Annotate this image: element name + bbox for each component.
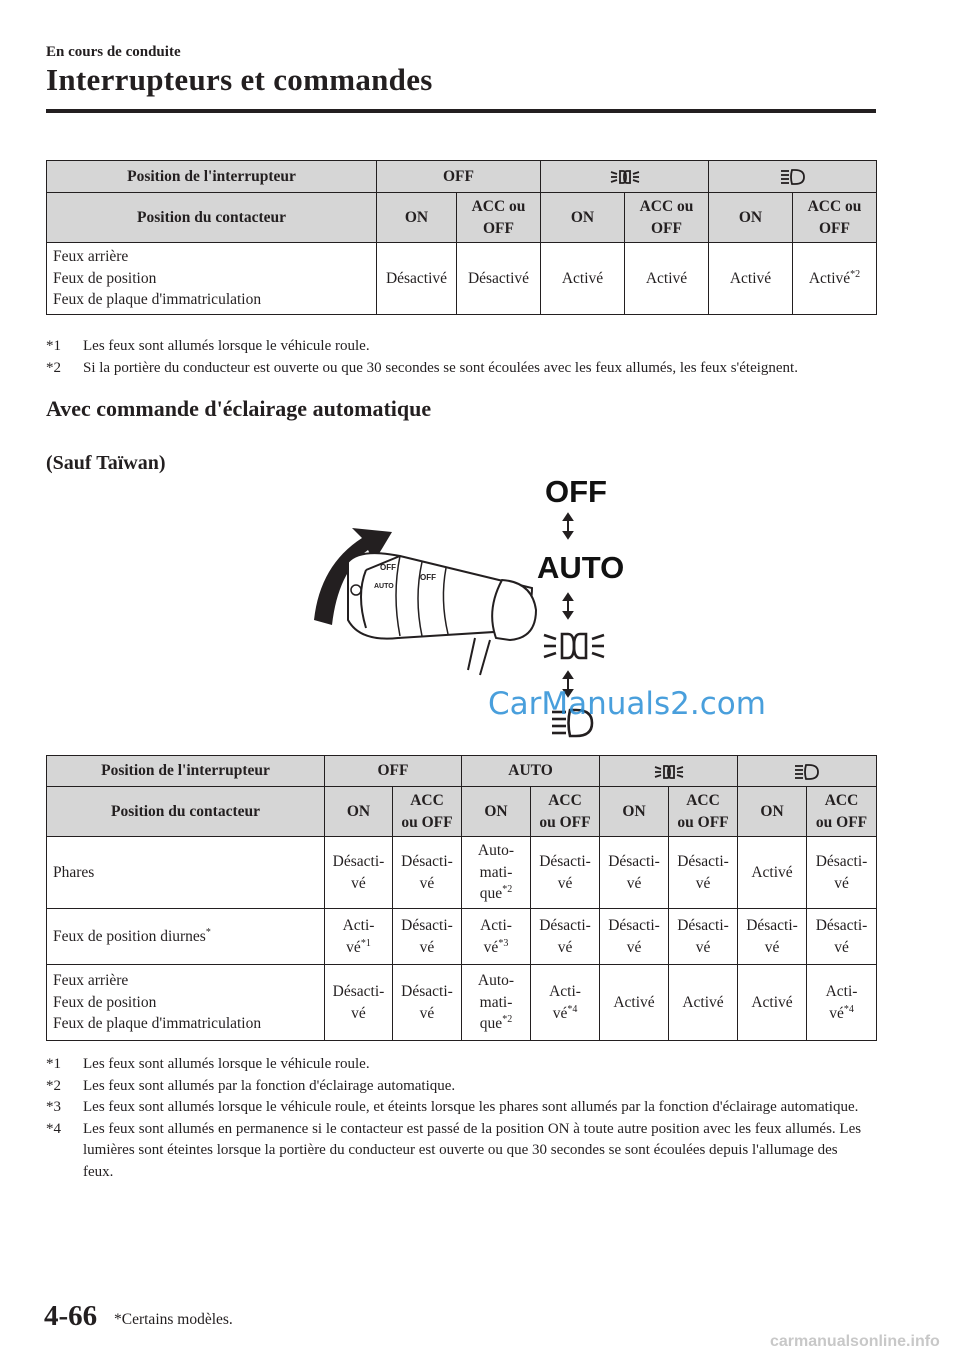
note-item: *1 Les feux sont allumés lorsque le véhicule roule. xyxy=(46,1056,370,1072)
table-row xyxy=(47,161,877,193)
table-row xyxy=(47,243,877,315)
table-row xyxy=(47,909,877,965)
cell-value: Désacti- vé xyxy=(393,909,462,965)
cell-value: Désacti- vé xyxy=(325,965,393,1041)
site-watermark: carmanualsonline.info xyxy=(770,1333,940,1350)
row-label-daytime-running-lights: Feux de position diurnes* xyxy=(47,909,325,965)
ignition-on: ON xyxy=(541,193,625,243)
header-switch-position: Position de l'interrupteur xyxy=(47,756,325,787)
cell-value: Désacti- vé xyxy=(738,909,807,965)
ignition-on: ON xyxy=(738,787,807,837)
notes-table1 xyxy=(46,336,866,379)
heading-auto-light-control: Avec commande d'éclairage automatique xyxy=(46,396,432,421)
ignition-acc-off: ACC ou OFF xyxy=(793,193,877,243)
figure-label-off: OFF xyxy=(545,474,607,509)
cell-value: Acti- $vé^{*4}$ xyxy=(531,965,600,1041)
note-item: *4 Les feux sont allumés en permanence si le contacteur est passé de la position ON à toute autre position avec les feux allumés. Les lumières sont éteintes lorsque la portière du conducteur est ouverte ou que 30 secondes se sont écoulées depuis l'allumage des feux. xyxy=(46,1120,862,1180)
svg-text:OFF: OFF xyxy=(380,563,396,572)
lever-up-down-arrow-icon xyxy=(564,514,572,696)
cell-value: Activé xyxy=(738,965,807,1041)
note-item: *3 Les feux sont allumés lorsque le véhicule roule, et éteints lorsque les phares sont allumés par la fonction d'éclairage automatique. xyxy=(46,1099,859,1115)
table-row xyxy=(47,965,877,1041)
cell-value: Activé xyxy=(541,243,625,315)
cell-value: Désacti- vé xyxy=(600,909,669,965)
footnote-some-models: *Certains modèles. xyxy=(114,1311,233,1328)
row-label-rear-lights: Feux arrière Feux de position Feux de plaque d'immatriculation xyxy=(47,243,377,315)
cell-value: Acti- $vé^{*3}$ xyxy=(462,909,531,965)
parking-lamp-icon xyxy=(610,168,640,186)
header-headlight xyxy=(738,756,877,787)
table-without-auto xyxy=(46,160,877,315)
title-rule xyxy=(46,109,876,113)
ignition-on: ON xyxy=(709,193,793,243)
cell-value: Désacti- vé xyxy=(531,909,600,965)
header-switch-position: Position de l'interrupteur xyxy=(47,161,377,193)
ignition-acc-off: ACC ou OFF xyxy=(669,787,738,837)
cell-value: Activé xyxy=(709,243,793,315)
svg-text:OFF: OFF xyxy=(420,573,436,582)
header-ignition-position: Position du contacteur xyxy=(47,787,325,837)
cell-value: Désacti- vé xyxy=(393,965,462,1041)
note-item: *2 Si la portière du conducteur est ouverte ou que 30 secondes se sont écoulées avec les feux allumés, les feux s'éteignent. xyxy=(46,359,798,376)
header-off: OFF xyxy=(377,161,541,193)
headlight-icon xyxy=(778,168,808,186)
header-headlight xyxy=(709,161,877,193)
ignition-acc-off: ACC ou OFF xyxy=(625,193,709,243)
header-ignition-position: Position du contacteur xyxy=(47,193,377,243)
cell-value: Activé xyxy=(600,965,669,1041)
cell-value: Activé xyxy=(669,965,738,1041)
table-row xyxy=(47,837,877,909)
ignition-acc-off: ACC ou OFF xyxy=(531,787,600,837)
ignition-on: ON xyxy=(325,787,393,837)
cell-value: Désacti- vé xyxy=(807,837,877,909)
cell-value: Auto- mati- que$^{*2}$ xyxy=(462,965,531,1041)
page-title: Interrupteurs et commandes xyxy=(46,62,433,97)
cell-value: Désacti- vé xyxy=(807,909,877,965)
table-with-auto xyxy=(46,755,877,1041)
cell-value: Désacti- vé xyxy=(669,909,738,965)
cell-value: Acti- $vé^{*1}$ xyxy=(325,909,393,965)
ignition-on: ON xyxy=(462,787,531,837)
section-label: En cours de conduite xyxy=(46,44,181,60)
cell-value: Désacti- vé xyxy=(393,837,462,909)
ignition-on: ON xyxy=(600,787,669,837)
header-parking xyxy=(541,161,709,193)
parking-lamp-icon xyxy=(654,763,684,781)
cell-value: Désacti- vé xyxy=(531,837,600,909)
row-label-rear-lights: Feux arrière Feux de position Feux de plaque d'immatriculation xyxy=(47,965,325,1041)
cell-value: Désactivé xyxy=(457,243,541,315)
cell-value: Activé xyxy=(625,243,709,315)
cell-value: Désacti- vé xyxy=(600,837,669,909)
heading-region: (Sauf Taïwan) xyxy=(46,452,166,474)
table-row xyxy=(47,756,877,787)
cell-value: Désacti- vé xyxy=(325,837,393,909)
parking-lamp-icon xyxy=(544,634,604,658)
cell-value: Auto- mati- que$^{*2}$ xyxy=(462,837,531,909)
cell-value: Activé$^{*2}$ xyxy=(793,243,877,315)
headlight-icon xyxy=(792,763,822,781)
cell-value: Désacti- vé xyxy=(669,837,738,909)
cell-value: Activé xyxy=(738,837,807,909)
cell-value: Acti- $vé^{*4}$ xyxy=(807,965,877,1041)
ignition-on: ON xyxy=(377,193,457,243)
notes-table2 xyxy=(46,1054,866,1183)
ignition-acc-off: ACC ou OFF xyxy=(393,787,462,837)
header-parking xyxy=(600,756,738,787)
note-item: *1 Les feux sont allumés lorsque le véhicule roule. xyxy=(46,338,370,354)
table-row xyxy=(47,787,877,837)
table-row xyxy=(47,193,877,243)
note-item: *2 Les feux sont allumés par la fonction d'éclairage automatique. xyxy=(46,1077,456,1094)
ignition-acc-off: ACC ou OFF xyxy=(457,193,541,243)
ignition-acc-off: ACC ou OFF xyxy=(807,787,877,837)
svg-text:AUTO: AUTO xyxy=(374,583,394,590)
header-auto: AUTO xyxy=(462,756,600,787)
header-off: OFF xyxy=(325,756,462,787)
page-number: 4-66 xyxy=(44,1300,98,1332)
watermark: CarManuals2.com xyxy=(488,686,766,722)
row-label-headlights: Phares xyxy=(47,837,325,909)
cell-value: Désactivé xyxy=(377,243,457,315)
figure-label-auto: AUTO xyxy=(537,550,625,585)
